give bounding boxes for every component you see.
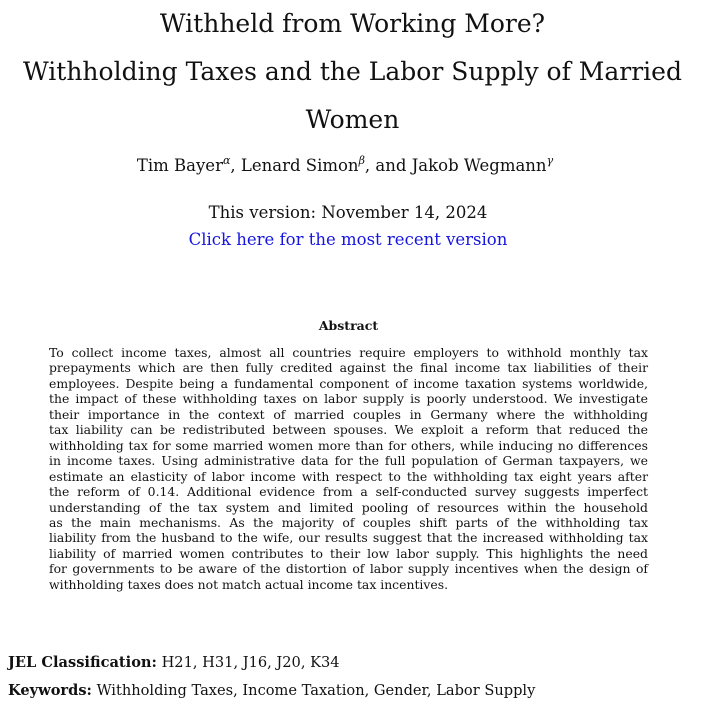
abstract-line: estimate an elasticity of labor income with respect to the withholding tax eight years after: [49, 468, 648, 484]
version-date: This version: November 14, 2024: [208, 203, 488, 222]
abstract-body: [49, 345, 648, 592]
keywords: [8, 682, 535, 699]
author-affiliation-marker: γ: [546, 154, 554, 167]
title-line-3: Women: [305, 105, 400, 134]
abstract-line: prepayments which are then fully credited against the final income tax liabilities of their: [49, 360, 648, 376]
abstract-line: employees. Despite being a fundamental component of income taxation systems worldwide,: [49, 375, 648, 391]
author-separator: ,: [230, 156, 241, 175]
abstract-heading: Abstract: [318, 318, 379, 333]
abstract-line: for governments to be aware of the distortion of labor supply incentives when the design of: [49, 561, 648, 577]
title-line-2: Withholding Taxes and the Labor Supply of Married: [23, 57, 682, 86]
recent-version-link[interactable]: Click here for the most recent version: [188, 230, 508, 249]
abstract-line: withholding tax for some married women more than for others, while inducing no differences: [49, 437, 648, 453]
abstract-line: liability of married women contributes to their low labor supply. This highlights the need: [49, 545, 648, 561]
abstract-line: the reform of 0.14. Additional evidence from a self-conducted survey suggests imperfect: [49, 484, 648, 500]
abstract-line: understanding of the tax system and limited pooling of resources within the household: [49, 499, 648, 515]
abstract-line: their importance in the context of married couples in Germany where the withholding: [49, 406, 648, 422]
keywords-label: Keywords:: [8, 682, 92, 699]
author-name: Lenard Simon: [240, 156, 359, 175]
author-list: [0, 156, 690, 175]
recent-version-link-container: [0, 230, 696, 249]
title-line-1: Withheld from Working More?: [159, 9, 546, 38]
abstract-line: To collect income taxes, almost all countries require employers to withhold monthly tax: [49, 345, 648, 360]
abstract-line: as the main mechanisms. As the majority of couples shift parts of the withholding tax: [49, 514, 648, 530]
abstract-line: tax liability can be redistributed between spouses. We exploit a reform that reduced the: [49, 422, 648, 438]
author-separator: , and: [364, 156, 412, 175]
abstract-line: withholding taxes does not match actual income tax incentives.: [49, 576, 449, 592]
abstract-line: in income taxes. Using administrative data for the full population of German taxpayers, we: [49, 453, 648, 469]
author-name: Tim Bayer: [136, 156, 223, 175]
author-name: Jakob Wegmann: [411, 156, 547, 175]
abstract-line: the impact of these withholding taxes on labor supply is poorly understood. We investigate: [49, 391, 648, 407]
author-affiliation-marker: α: [222, 154, 231, 167]
paper-title: [0, 0, 705, 144]
jel-codes: H21, H31, J16, J20, K34: [161, 654, 340, 671]
author-affiliation-marker: β: [358, 154, 365, 167]
jel-label: JEL Classification:: [8, 654, 157, 671]
abstract-line: liability from the husband to the wife, our results suggest that the increased withholding tax: [49, 530, 648, 546]
jel-classification: [8, 654, 340, 671]
keywords-list: Withholding Taxes, Income Taxation, Gender, Labor Supply: [96, 682, 536, 699]
